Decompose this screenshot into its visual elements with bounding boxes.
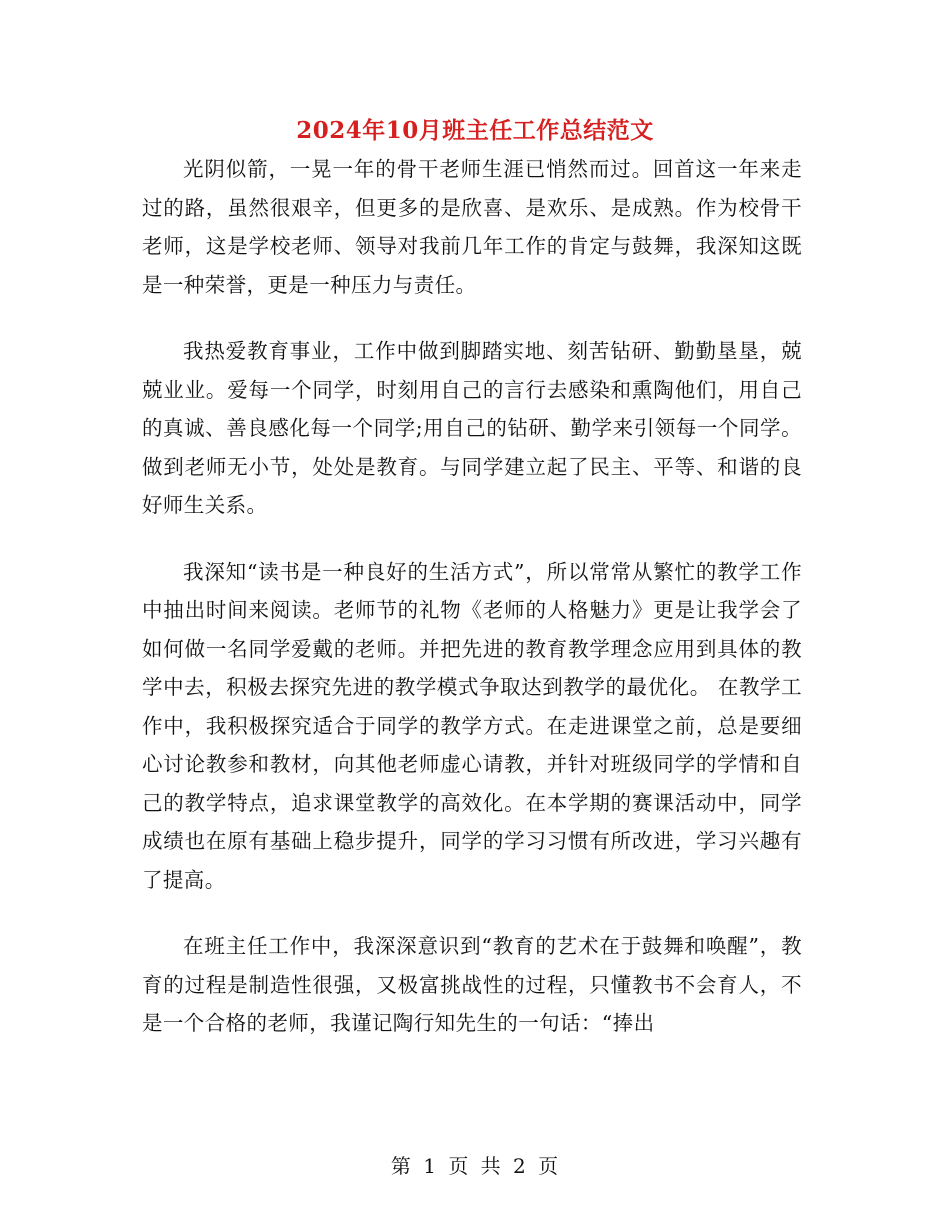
paragraph-gap <box>142 899 802 927</box>
paragraph-2: 我热爱教育事业，工作中做到脚踏实地、刻苦钻研、勤勤垦垦，兢兢业业。爱每一个同学，时刻用自己的言行去感染和熏陶他们，用自己的真诚、善良感化每一个同学;用自己的钻研、勤学来引领每一个同学。做到老师无小节，处处是教育。与同学建立起了民主、平等、和谐的良好师生关系。 <box>142 339 802 517</box>
document-title: 2024年10月班主任工作总结范文 <box>296 117 654 144</box>
paragraph-gap <box>142 304 802 332</box>
paragraph-4: 在班主任工作中，我深深意识到“教育的艺术在于鼓舞和唤醒”，教育的过程是制造性很强，又极富挑战性的过程，只懂教书不会育人，不是一个合格的老师，我谨记陶行知先生的一句话：“捧出 <box>142 934 802 1035</box>
document-body <box>142 150 802 1043</box>
paragraph-3: 我深知“读书是一种良好的生活方式”，所以常常从繁忙的教学工作中抽出时间来阅读。老师节的礼物《老师的人格魅力》更是让我学会了如何做一名同学爱戴的老师。并把先进的教育教学理念应用到具体的教学中去，积极去探究先进的教学模式争取达到教学的最优化。 在教学工作中，我积极探究适合于同学的教学方式。在走进课堂之前，总是要细心讨论教参和教材，向其他老师虚心请教，并针对班级同学的学情和自己的教学特点，追求课堂教学的高效化。在本学期的赛课活动中，同学成绩也在原有基础上稳步提升，同学的学习习惯有所改进，学习兴趣有了提高。 <box>142 559 802 892</box>
page-footer: 第 1 页 共 2 页 <box>390 1154 560 1178</box>
paragraph-gap <box>142 525 802 553</box>
paragraph-1: 光阴似箭，一晃一年的骨干老师生涯已悄然而过。回首这一年来走过的路，虽然很艰辛，但更多的是欣喜、是欢乐、是成熟。作为校骨干老师，这是学校老师、领导对我前几年工作的肯定与鼓舞，我深知这既是一种荣誉，更是一种压力与责任。 <box>142 157 802 297</box>
